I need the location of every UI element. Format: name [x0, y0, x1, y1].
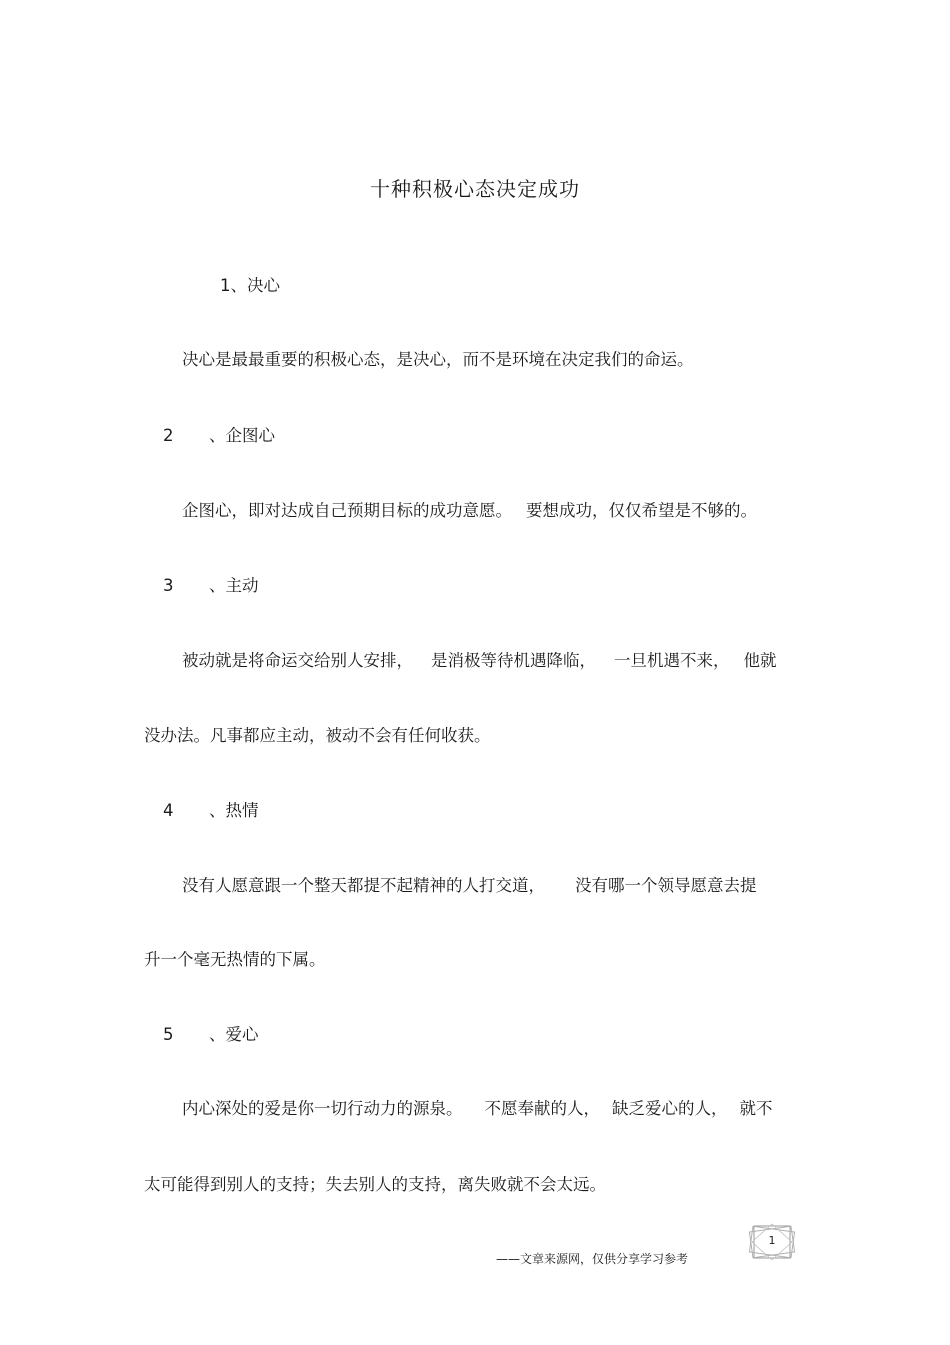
item-1-title: 、决心 [230, 276, 280, 295]
item-2-number: 2 [163, 426, 174, 445]
item-5-paragraph-cont: 太可能得到别人的支持；失去别人的支持，离失败就不会太远。 [144, 1175, 606, 1194]
item-5-title: 、爱心 [209, 1025, 259, 1044]
item-3-paragraph-cont: 没办法。凡事都应主动，被动不会有任何收获。 [144, 726, 491, 745]
item-3-text-0: 被动就是将命运交给别人安排， [182, 651, 413, 670]
item-5-text-3: 就不 [739, 1099, 773, 1118]
item-4-number: 4 [163, 801, 174, 820]
item-3-text-1: 是消极等待机遇降临， [431, 651, 596, 670]
item-3-text-2: 一旦机遇不来， [614, 651, 730, 670]
item-4-title: 、热情 [209, 801, 259, 820]
item-4-text-0: 没有人愿意跟一个整天都提不起精神的人打交道， [182, 876, 545, 895]
item-3-title: 、主动 [209, 576, 259, 595]
item-4-paragraph [182, 875, 757, 897]
item-2-heading [163, 425, 275, 447]
item-5-text-2: 缺乏爱心的人， [612, 1099, 728, 1118]
item-5-text-0: 内心深处的爱是你一切行动力的源泉。 [182, 1099, 463, 1118]
item-1-number: 1 [220, 276, 231, 295]
document-title: 十种积极心态决定成功 [370, 177, 580, 201]
item-5-heading [163, 1024, 259, 1046]
item-4-paragraph-cont: 升一个毫无热情的下属。 [144, 950, 326, 969]
item-4-text-1: 没有哪一个领导愿意去提 [575, 876, 757, 895]
item-1-text-0: 决心是最最重要的积极心态，是决心，而不是环境在决定我们的命运。 [182, 350, 694, 369]
item-5-text-1: 不愿奉献的人， [484, 1099, 600, 1118]
item-5-number: 5 [163, 1025, 174, 1044]
item-1-paragraph [182, 349, 694, 371]
item-2-paragraph [182, 500, 757, 522]
page-number: 1 [768, 1234, 776, 1247]
item-3-number: 3 [163, 576, 174, 595]
item-3-heading [163, 575, 259, 597]
item-2-title: 、企图心 [209, 426, 275, 445]
item-3-text-3: 他就 [743, 651, 777, 670]
item-2-text-0: 企图心，即对达成自己预期目标的成功意愿。 [182, 501, 512, 520]
item-4-heading [163, 800, 259, 822]
item-1-heading [220, 275, 280, 297]
item-5-paragraph [182, 1098, 773, 1120]
footer-source-note: ——文章来源网，仅供分享学习参考 [496, 1252, 689, 1266]
item-3-paragraph [182, 650, 777, 672]
item-2-text-1: 要想成功，仅仅希望是不够的。 [526, 501, 757, 520]
